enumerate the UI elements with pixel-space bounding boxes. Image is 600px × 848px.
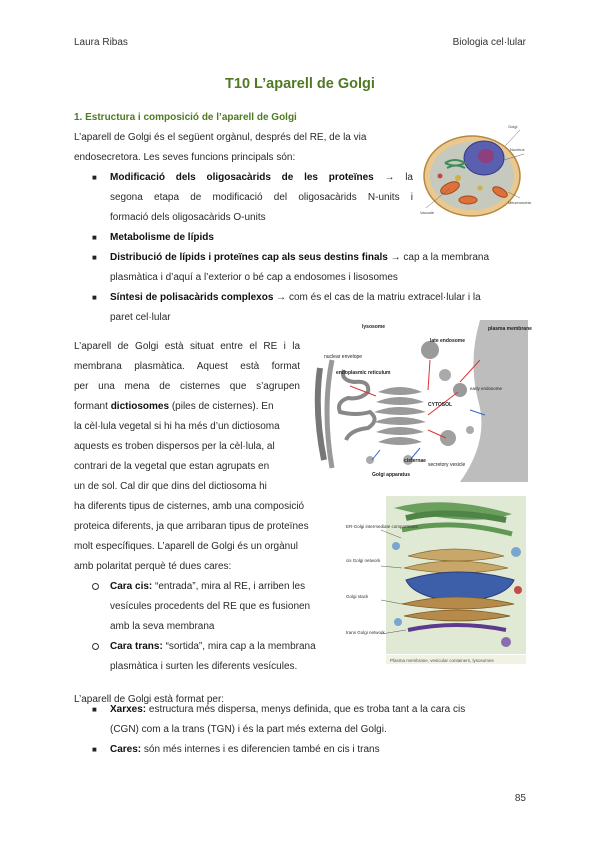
bullet-square-icon: ■ xyxy=(92,253,97,262)
page-number: 85 xyxy=(514,793,526,804)
fig2-label-6: CYTOSOL xyxy=(428,402,453,408)
fig3-label-0: ER-Golgi intermediate compartment xyxy=(346,524,418,529)
fig3-label-1: cis Golgi network xyxy=(346,558,381,563)
fig2-label-5: early endosome xyxy=(470,386,503,391)
para2-line-4-post: (piles de cisternes). En xyxy=(169,401,274,412)
xarxes-bold: Xarxes: xyxy=(110,704,147,715)
para2-line-4 xyxy=(74,397,300,417)
bullet-circle-icon xyxy=(92,583,99,590)
golgi-stack-figure xyxy=(346,494,528,666)
bullet-square-icon: ■ xyxy=(92,705,97,714)
header-subject: Biologia cel·lular xyxy=(452,37,526,48)
fig3-label-3: trans Golgi network xyxy=(346,630,385,635)
bullet-4-bold: Síntesi de polisacàrids complexos xyxy=(110,292,274,303)
intro-line-2: endosecretora. Les seves funcions principals són: xyxy=(74,152,296,163)
fig2-label-0: lysosome xyxy=(362,324,386,330)
para2-line-2: membrana plasmàtica. Aquest està format xyxy=(74,361,300,372)
bullet-1-rest: → la xyxy=(373,172,413,183)
cis-bold: Cara cis: xyxy=(110,581,153,592)
trans-text: “sortida”, mira cap a la membrana xyxy=(162,641,316,652)
para2-line-5: la cèl·lula vegetal si hi ha més d’un dictiosoma xyxy=(74,421,280,432)
para2-line-11: molt específiques. L’aparell de Golgi és un orgànul xyxy=(74,541,299,552)
bullet-3-rest: → cap a la membrana xyxy=(387,252,490,263)
bullet-1-bold: Modificació dels oligosacàrids de les proteïnes xyxy=(110,172,374,183)
xarxes-line-2: (CGN) com a la trans (TGN) i és la part més externa del Golgi. xyxy=(110,724,387,735)
cis-line-1 xyxy=(110,577,338,597)
para2-line-6: aquests es troben dispersos per la cèl·lula, al xyxy=(74,441,275,452)
para2-line-3: per una mena de cisternes que s’agrupen xyxy=(74,381,300,392)
bullet-4-line-2: paret cel·lular xyxy=(110,312,171,323)
fig1-label-2: Mitochondria xyxy=(508,200,531,205)
bullet-1-line-2: segona etapa de modificació del oligosacàrids N-units i xyxy=(110,192,413,203)
header-author: Laura Ribas xyxy=(74,37,128,48)
bullet-1-line-3: formació dels oligosacàrids O-units xyxy=(110,212,266,223)
fig2-label-9: Golgi apparatus xyxy=(372,472,411,478)
page-title: T10 L’aparell de Golgi xyxy=(225,76,375,92)
dictiosomes-bold: dictiosomes xyxy=(110,401,170,412)
para2-line-9: ha diferents tipus de cisternes, amb una composició xyxy=(74,501,305,512)
intro-line-1: L’aparell de Golgi és el següent orgànul, després del RE, de la via xyxy=(74,132,367,143)
cis-text: “entrada”, mira al RE, i arriben les xyxy=(152,581,306,592)
cis-line-2: vesícules procedents del RE que es fusionen xyxy=(110,601,311,612)
fig1-label-0: Golgi xyxy=(508,124,518,129)
bullet-square-icon: ■ xyxy=(92,173,97,182)
bullet-2-bold: Metabolisme de lípids xyxy=(110,232,214,243)
para2-line-10: proteica diferents, ja que arribaran tipus de proteïnes xyxy=(74,521,309,532)
fig2-label-3: nuclear envelope xyxy=(324,354,363,360)
fig3-label-2: Golgi stack xyxy=(346,594,369,599)
cares-text: són més internes i es diferencien també en cis i trans xyxy=(141,744,380,755)
fig2-label-4: endoplasmic reticulum xyxy=(336,370,391,376)
trans-line-1 xyxy=(110,637,338,657)
bullet-square-icon: ■ xyxy=(92,745,97,754)
cares-bold: Cares: xyxy=(110,744,142,755)
xarxes-line-1 xyxy=(110,700,530,720)
bullet-square-icon: ■ xyxy=(92,233,97,242)
bullet-3-line-2: plasmàtica i d’aquí a l’exterior o bé cap a endosomes i lisosomes xyxy=(110,272,398,283)
bullet-2-line-1 xyxy=(110,228,214,248)
bullet-1-line-1 xyxy=(110,168,413,188)
xarxes-text: estructura més dispersa, menys definida, que es troba tant a la cara cis xyxy=(146,704,466,715)
trans-line-2: plasmàtica i surten les diferents vesícules. xyxy=(110,661,298,672)
bullet-4-line-1 xyxy=(110,288,526,308)
fig2-label-7: cisternae xyxy=(404,458,426,464)
bullet-3-bold: Distribució de lípids i proteïnes cap als seus destins finals xyxy=(110,252,388,263)
para2-line-12: amb polaritat perquè té dues cares: xyxy=(74,561,232,572)
para2-line-4-pre: formant xyxy=(74,401,111,412)
fig2-label-1: late endosome xyxy=(430,338,466,344)
cell-illustration xyxy=(420,118,531,224)
golgi-schematic-figure xyxy=(310,320,532,482)
para3-intro: L’aparell de Golgi està format per: xyxy=(74,694,225,705)
cis-line-3: amb la seva membrana xyxy=(110,621,215,632)
cares-line-1 xyxy=(110,740,380,760)
fig3-caption: Plasma membrane, vesicular containers, lysosomes xyxy=(390,658,494,663)
trans-bold: Cara trans: xyxy=(110,641,163,652)
para2-line-1: L’aparell de Golgi està situat entre el RE i la xyxy=(74,341,300,352)
bullet-3-line-1 xyxy=(110,248,526,268)
para2-line-7: contrari de la vegetal que estan agrupats en xyxy=(74,461,270,472)
bullet-circle-icon xyxy=(92,643,99,650)
fig2-label-2: plasma membrane xyxy=(488,326,532,332)
bullet-square-icon: ■ xyxy=(92,293,97,302)
section-heading: 1. Estructura i composició de l’aparell de Golgi xyxy=(74,112,297,123)
fig1-label-3: Vacuole xyxy=(420,210,435,215)
fig2-label-8: secretory vesicle xyxy=(428,462,466,468)
fig1-label-1: Nucleus xyxy=(510,147,525,152)
para2-line-8: un de sol. Cal dir que dins del dictiosoma hi xyxy=(74,481,267,492)
bullet-4-rest: → com és el cas de la matriu extracel·lular i la xyxy=(273,292,481,303)
